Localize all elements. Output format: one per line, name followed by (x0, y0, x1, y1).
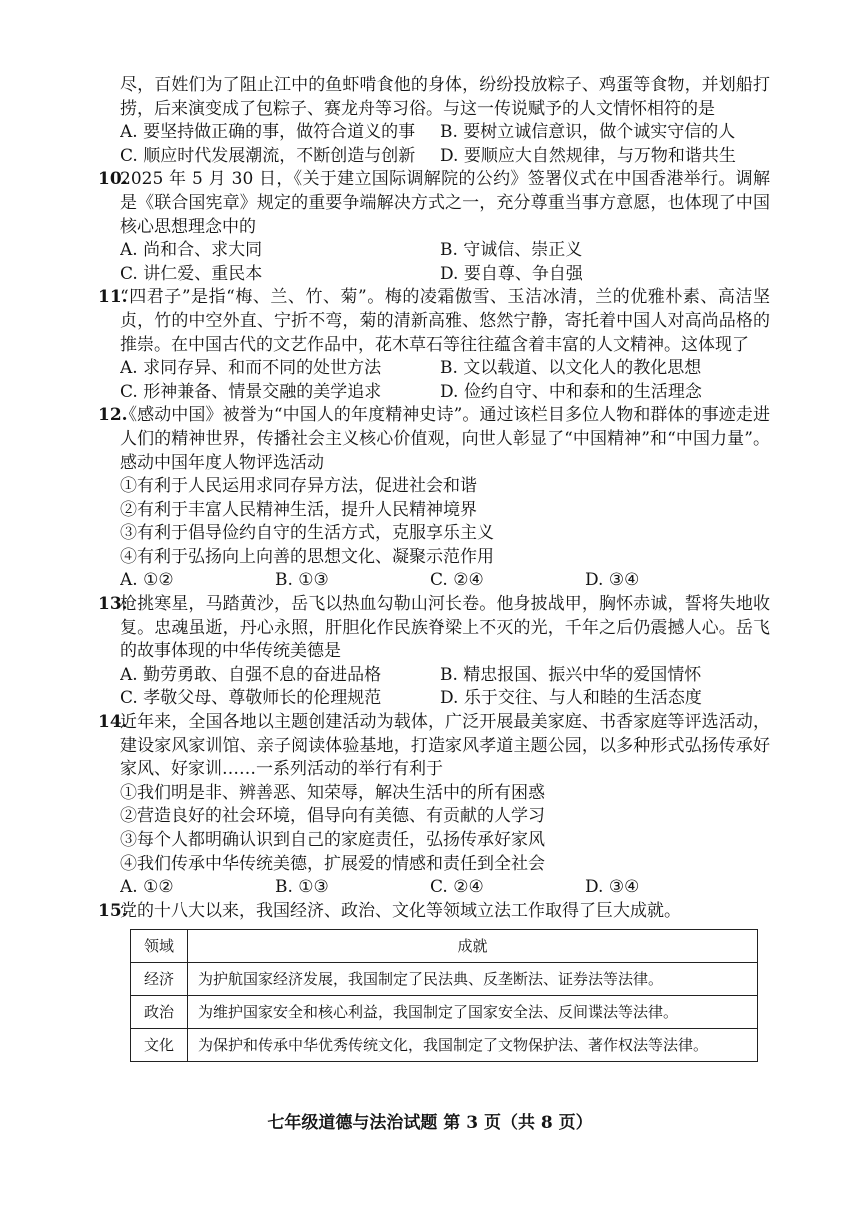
question-number: 15. (98, 900, 128, 921)
question-number: 12. (98, 405, 128, 426)
option-c: C. ②④ (430, 877, 484, 898)
option-b: B. 精忠报国、振兴中华的爱国情怀 (440, 664, 702, 685)
options (120, 569, 770, 593)
question-11 (98, 286, 770, 404)
option-b: B. 守诚信、崇正义 (440, 240, 583, 261)
row-achievement: 为保护和传承中华优秀传统文化，我国制定了文物保护法、著作权法等法律。 (188, 1029, 758, 1062)
question-10 (98, 168, 770, 286)
header-field: 领域 (131, 930, 188, 963)
option-a: A. 要坚持做正确的事，做符合道义的事 (120, 122, 416, 143)
statement-4: ④有利于弘扬向上向善的思想文化、凝聚示范作用 (120, 546, 494, 567)
question-12 (98, 404, 770, 593)
option-c: C. 讲仁爱、重民本 (120, 263, 263, 284)
options (120, 876, 770, 900)
question-text: 尽，百姓们为了阻止江中的鱼虾啃食他的身体，纷纷投放粽子、鸡蛋等食物，并划船打捞，后来演变成了包粽子、赛龙舟等习俗。与这一传说赋予的人文情怀相符的是 (120, 75, 770, 119)
question-13 (98, 593, 770, 711)
options (120, 357, 770, 404)
option-c: C. 顺应时代发展潮流，不断创造与创新 (120, 145, 416, 166)
question-text: “四君子”是指“梅、兰、竹、菊”。梅的凌霜傲雪、玉洁冰清，兰的优雅朴素、高洁坚贞，竹的中空外直、宁折不弯，菊的清新高雅、悠然宁静，寄托着中国人对高尚品格的推崇。在中国古代的文艺作品中，花木草石等往往蕴含着丰富的人文精神。这体现了 (120, 287, 770, 355)
question-text: 2025 年 5 月 30 日，《关于建立国际调解院的公约》签署仪式在中国香港举行。调解是《联合国宪章》规定的重要争端解决方式之一，充分尊重当事方意愿，也体现了中国核心思想理念中的 (120, 169, 770, 237)
option-b: B. 要树立诚信意识，做个诚实守信的人 (440, 122, 736, 143)
statement-1: ①有利于人民运用求同存异方法，促进社会和谐 (120, 476, 477, 497)
page-footer: 七年级道德与法治试题 第 3 页（共 8 页） (267, 1113, 593, 1133)
option-b: B. ①③ (275, 877, 329, 898)
option-d: D. ③④ (585, 877, 640, 898)
table-row (131, 996, 758, 1029)
statement-3: ③每个人都明确认识到自己的家庭责任，弘扬传承好家风 (120, 830, 545, 850)
options (120, 121, 770, 168)
question-number: 13. (98, 594, 128, 615)
question-number: 14. (98, 712, 128, 733)
statement-2: ②营造良好的社会环境，倡导向有美德、有贡献的人学习 (120, 806, 545, 827)
options (120, 664, 770, 711)
option-d: D. 乐于交往、与人和睦的生活态度 (440, 688, 702, 709)
row-field: 政治 (131, 996, 188, 1029)
option-a: A. 求同存异、和而不同的处世方法 (120, 358, 382, 379)
option-b: B. ①③ (275, 570, 329, 591)
table-row (131, 1029, 758, 1062)
row-field: 文化 (131, 1029, 188, 1062)
statement-2: ②有利于丰富人民精神生活，提升人民精神境界 (120, 499, 477, 520)
option-c: C. ②④ (430, 570, 484, 591)
question-number: 11. (98, 287, 128, 308)
page-content (98, 74, 770, 1062)
statement-1: ①我们明是非、辨善恶、知荣辱，解决生活中的所有困惑 (120, 782, 545, 803)
option-d: D. 要自尊、争自强 (440, 263, 583, 284)
table-row (131, 963, 758, 996)
question-14 (98, 711, 770, 900)
question-9-continued (120, 74, 770, 168)
option-d: D. 要顺应大自然规律，与万物和谐共生 (440, 145, 736, 166)
header-achievement: 成就 (188, 930, 758, 963)
option-a: A. ①② (120, 570, 174, 591)
table-header-row (131, 930, 758, 963)
option-b: B. 文以载道、以文化人的教化思想 (440, 358, 702, 379)
option-c: C. 形神兼备、情景交融的美学追求 (120, 381, 382, 402)
question-text: 《感动中国》被誉为“中国人的年度精神史诗”。通过该栏目多位人物和群体的事迹走进人们的精神世界，传播社会主义核心价值观，向世人彰显了“中国精神”和“中国力量”。感动中国年度人物评选活动 (120, 405, 770, 473)
row-achievement: 为护航国家经济发展，我国制定了民法典、反垄断法、证券法等法律。 (188, 963, 758, 996)
question-text: 枪挑寒星，马踏黄沙，岳飞以热血勾勒山河长卷。他身披战甲，胸怀赤诚，誓将失地收复。忠魂虽逝，丹心永照，肝胆化作民族脊梁上不灭的光，千年之后仍震撼人心。岳飞的故事体现的中华传统美德是 (120, 594, 770, 662)
option-d: D. 俭约自守、中和泰和的生活理念 (440, 381, 702, 402)
option-a: A. 尚和合、求大同 (120, 240, 263, 261)
option-d: D. ③④ (585, 570, 640, 591)
options (120, 239, 770, 286)
question-text: 近年来，全国各地以主题创建活动为载体，广泛开展最美家庭、书香家庭等评选活动，建设家风家训馆、亲子阅读体验基地，打造家风孝道主题公园，以多种形式弘扬传承好家风、好家训……一系列活动的举行有利于 (120, 712, 770, 780)
question-15 (98, 900, 770, 1063)
legislation-table (130, 929, 758, 1062)
row-achievement: 为维护国家安全和核心利益，我国制定了国家安全法、反间谍法等法律。 (188, 996, 758, 1029)
option-a: A. ①② (120, 877, 174, 898)
option-a: A. 勤劳勇敢、自强不息的奋进品格 (120, 664, 382, 685)
option-c: C. 孝敬父母、尊敬师长的伦理规范 (120, 688, 382, 709)
question-number: 10. (98, 169, 128, 190)
row-field: 经济 (131, 963, 188, 996)
statement-4: ④我们传承中华传统美德，扩展爱的情感和责任到全社会 (120, 853, 545, 874)
statement-3: ③有利于倡导俭约自守的生活方式，克服享乐主义 (120, 523, 494, 544)
question-text: 党的十八大以来，我国经济、政治、文化等领域立法工作取得了巨大成就。 (120, 900, 681, 921)
